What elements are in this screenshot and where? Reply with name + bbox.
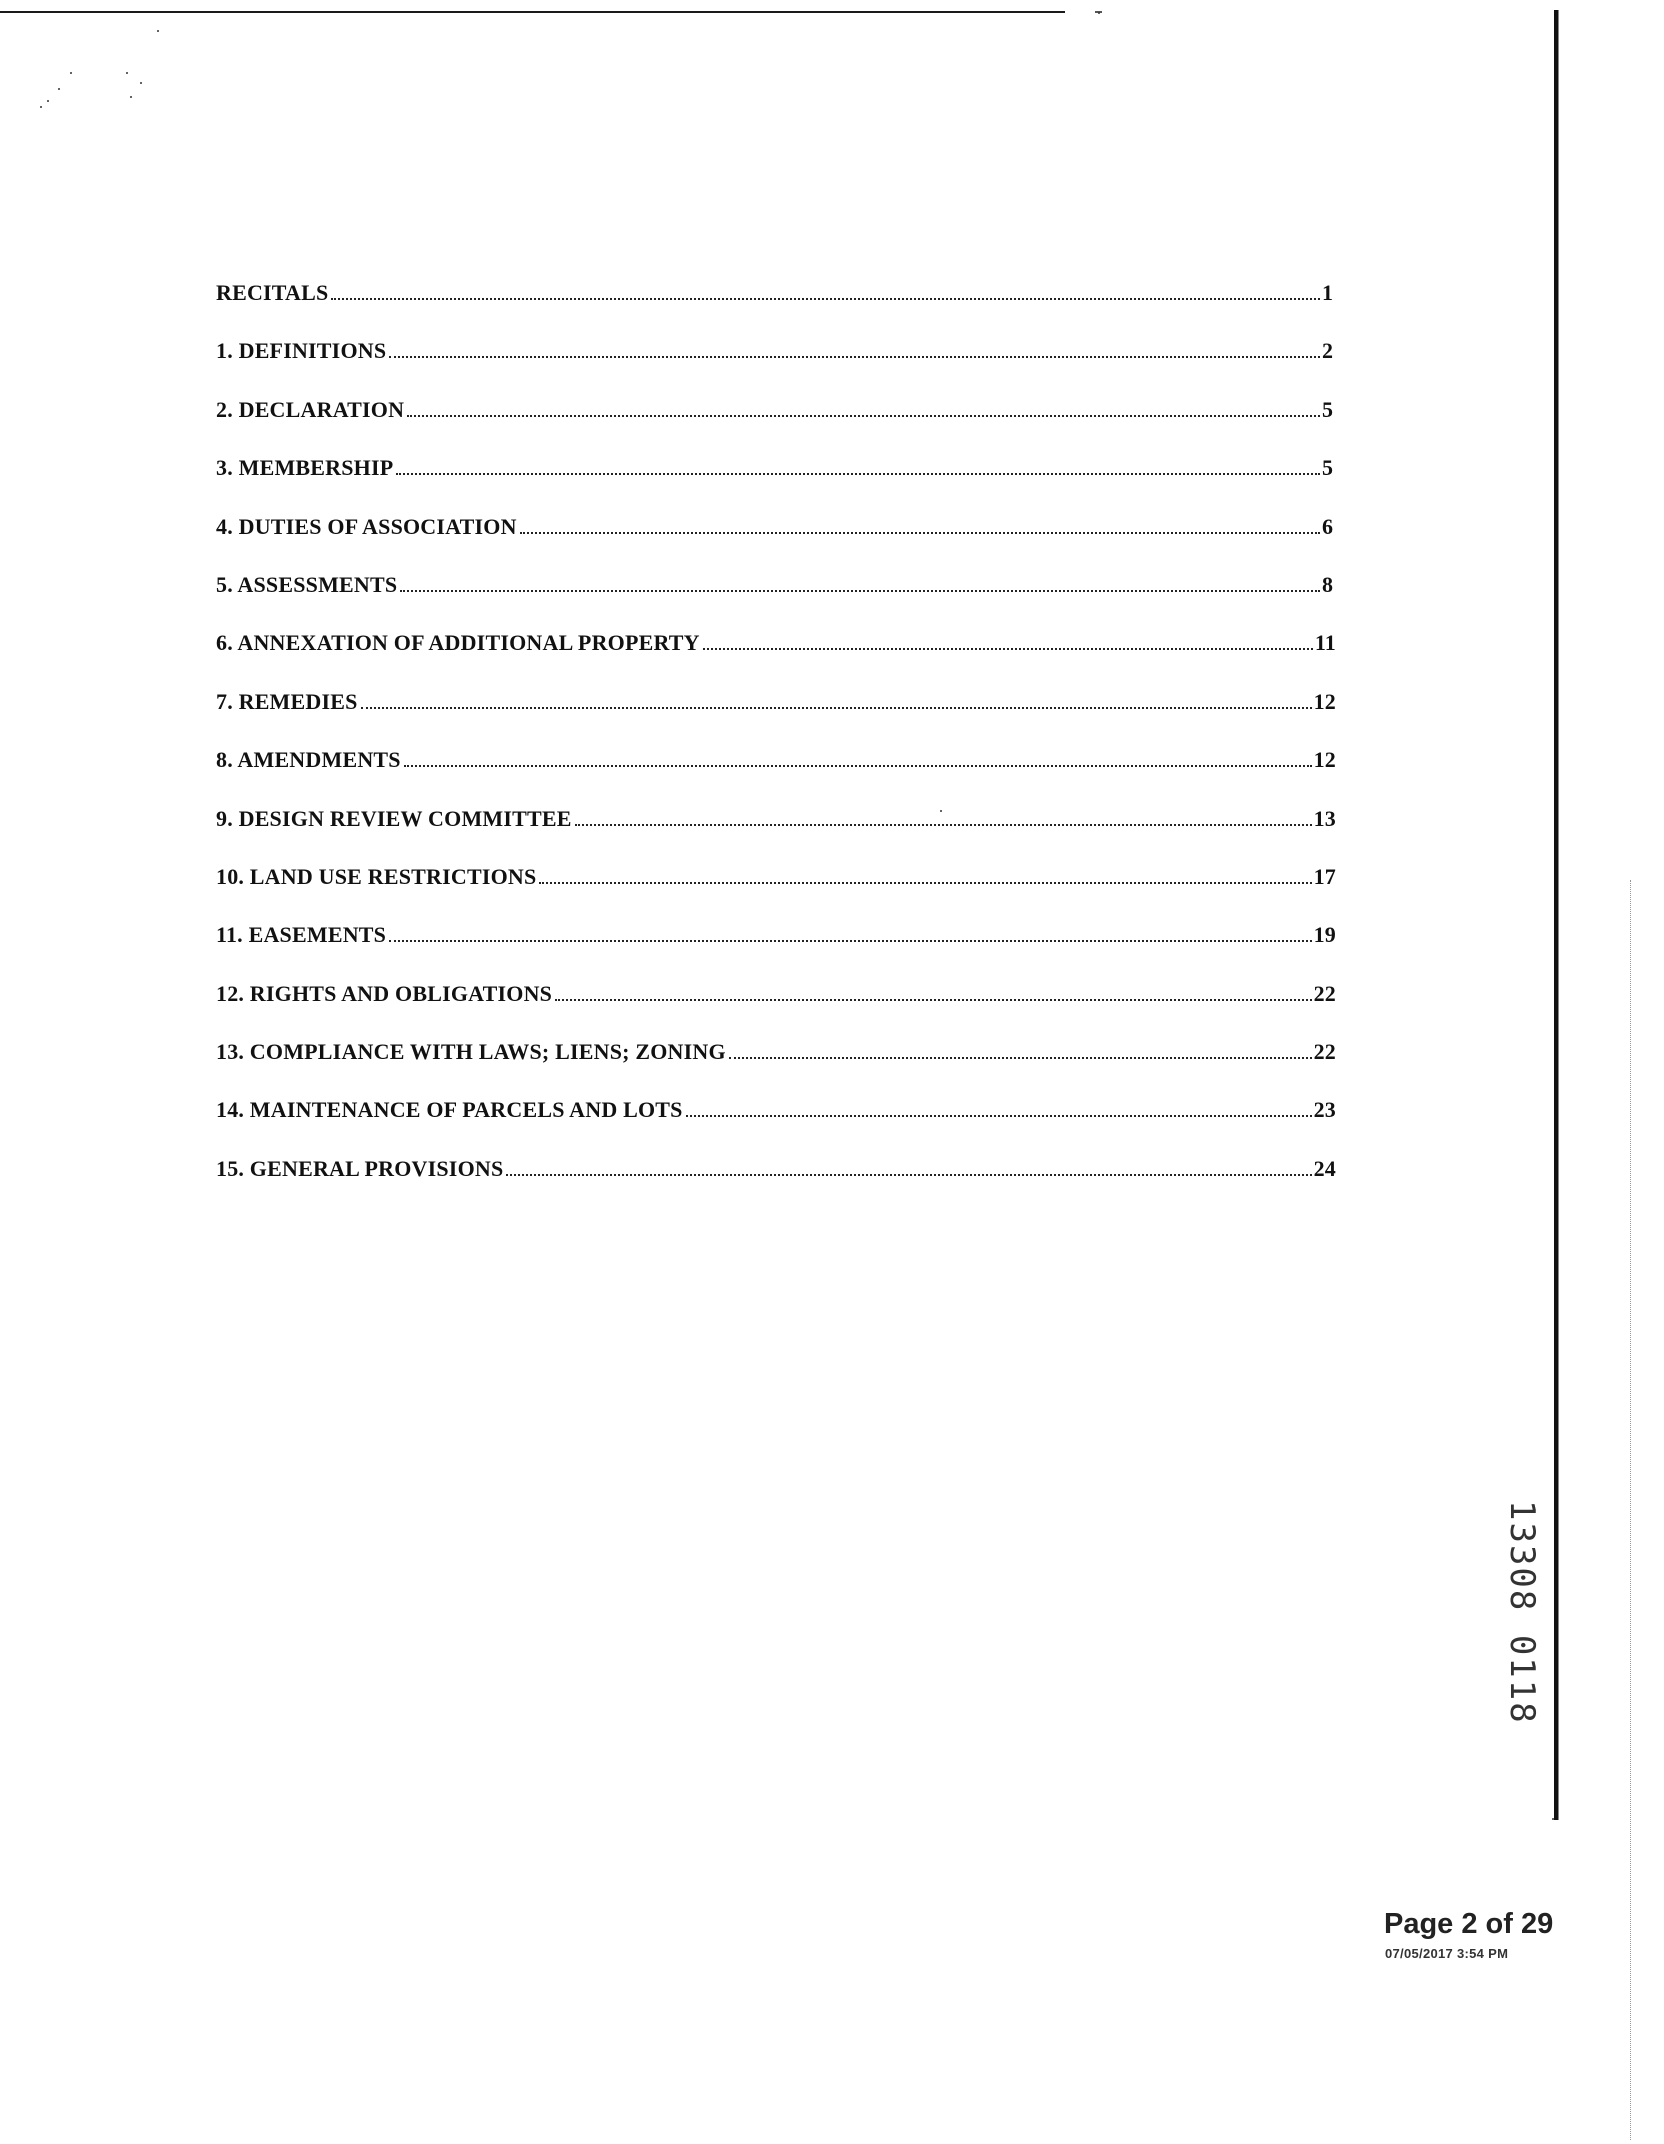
dot-leader (575, 824, 1312, 826)
page-number-label: Page 2 of 29 (1384, 1908, 1554, 1940)
scan-speck (40, 106, 42, 108)
toc-entry-page-number: 17 (1313, 863, 1336, 889)
toc-entry (216, 1156, 1336, 1214)
toc-entry-page-number: 11 (1314, 630, 1336, 656)
recording-stamp (1500, 1500, 1560, 1760)
scan-speck (1098, 12, 1100, 14)
toc-entry-page-number: 24 (1313, 1155, 1336, 1181)
scan-speck (130, 96, 132, 98)
toc-entry-title: 6. ANNEXATION OF ADDITIONAL PROPERTY (216, 630, 700, 656)
toc-entry (216, 864, 1336, 922)
toc-entry-page-number: 12 (1313, 688, 1336, 714)
toc-entry-page-number: 5 (1322, 396, 1334, 422)
table-of-contents (216, 280, 1336, 1214)
dot-leader (539, 882, 1311, 884)
toc-entry-title: 7. REMEDIES (216, 688, 358, 714)
toc-entry-page-number: 8 (1322, 571, 1334, 597)
toc-entry-page-number: 22 (1313, 980, 1336, 1006)
toc-entry-page-number: 22 (1313, 1039, 1336, 1065)
toc-entry-title: 9. DESIGN REVIEW COMMITTEE (216, 805, 572, 831)
toc-entry (216, 747, 1336, 805)
scan-speck (47, 100, 49, 102)
dot-leader (389, 940, 1312, 942)
scan-speck (140, 82, 142, 84)
toc-entry-title: 12. RIGHTS AND OBLIGATIONS (216, 980, 553, 1006)
scan-edge-dots (1630, 880, 1632, 2140)
dot-leader (555, 999, 1312, 1001)
toc-entry-title: 15. GENERAL PROVISIONS (216, 1155, 504, 1181)
scan-speck (58, 88, 60, 90)
toc-entry-page-number: 1 (1322, 280, 1334, 305)
dot-leader (400, 590, 1320, 592)
toc-entry-title: 14. MAINTENANCE OF PARCELS AND LOTS (216, 1097, 683, 1123)
toc-entry-title: 4. DUTIES OF ASSOCIATION (216, 513, 517, 539)
toc-entry-page-number: 13 (1313, 805, 1336, 831)
toc-entry (216, 1097, 1336, 1155)
dot-leader (506, 1174, 1311, 1176)
toc-entry (216, 806, 1336, 864)
toc-entry (216, 1039, 1336, 1097)
top-border-line (0, 11, 1065, 13)
toc-entry-title: RECITALS (216, 280, 329, 305)
toc-entry (216, 572, 1336, 630)
toc-entry (216, 280, 1336, 338)
toc-entry (216, 338, 1336, 396)
toc-entry (216, 455, 1336, 513)
toc-entry-page-number: 12 (1313, 747, 1336, 773)
toc-entry (216, 922, 1336, 980)
scan-speck (126, 72, 128, 74)
toc-entry-page-number: 6 (1322, 513, 1334, 539)
dot-leader (389, 356, 1320, 358)
scan-speck (1552, 1818, 1554, 1820)
toc-entry-title: 5. ASSESSMENTS (216, 571, 398, 597)
toc-entry-title: 13. COMPLIANCE WITH LAWS; LIENS; ZONING (216, 1039, 726, 1065)
toc-entry-title: 11. EASEMENTS (216, 922, 387, 948)
toc-entry (216, 514, 1336, 572)
toc-entry-page-number: 2 (1322, 338, 1334, 364)
toc-entry (216, 397, 1336, 455)
dot-leader (361, 707, 1312, 709)
toc-entry-page-number: 5 (1322, 455, 1334, 481)
dot-leader (686, 1115, 1312, 1117)
dot-leader (729, 1057, 1312, 1059)
toc-entry-title: 8. AMENDMENTS (216, 747, 401, 773)
toc-entry-page-number: 19 (1313, 922, 1336, 948)
toc-entry-page-number: 23 (1313, 1097, 1336, 1123)
scan-speck (157, 30, 159, 32)
toc-entry (216, 689, 1336, 747)
toc-entry-title: 3. MEMBERSHIP (216, 455, 394, 481)
dot-leader (520, 532, 1320, 534)
toc-entry-title: 10. LAND USE RESTRICTIONS (216, 863, 537, 889)
toc-entry (216, 981, 1336, 1039)
dot-leader (396, 473, 1320, 475)
recording-number: 13308 0118 (1502, 1500, 1542, 1725)
toc-entry-title: 1. DEFINITIONS (216, 338, 387, 364)
print-timestamp: 07/05/2017 3:54 PM (1385, 1946, 1509, 1961)
toc-entry-title: 2. DECLARATION (216, 396, 405, 422)
dot-leader (331, 298, 1320, 300)
dot-leader (407, 415, 1320, 417)
toc-entry (216, 630, 1336, 688)
scan-speck (70, 72, 72, 74)
dot-leader (404, 765, 1312, 767)
dot-leader (703, 648, 1313, 650)
